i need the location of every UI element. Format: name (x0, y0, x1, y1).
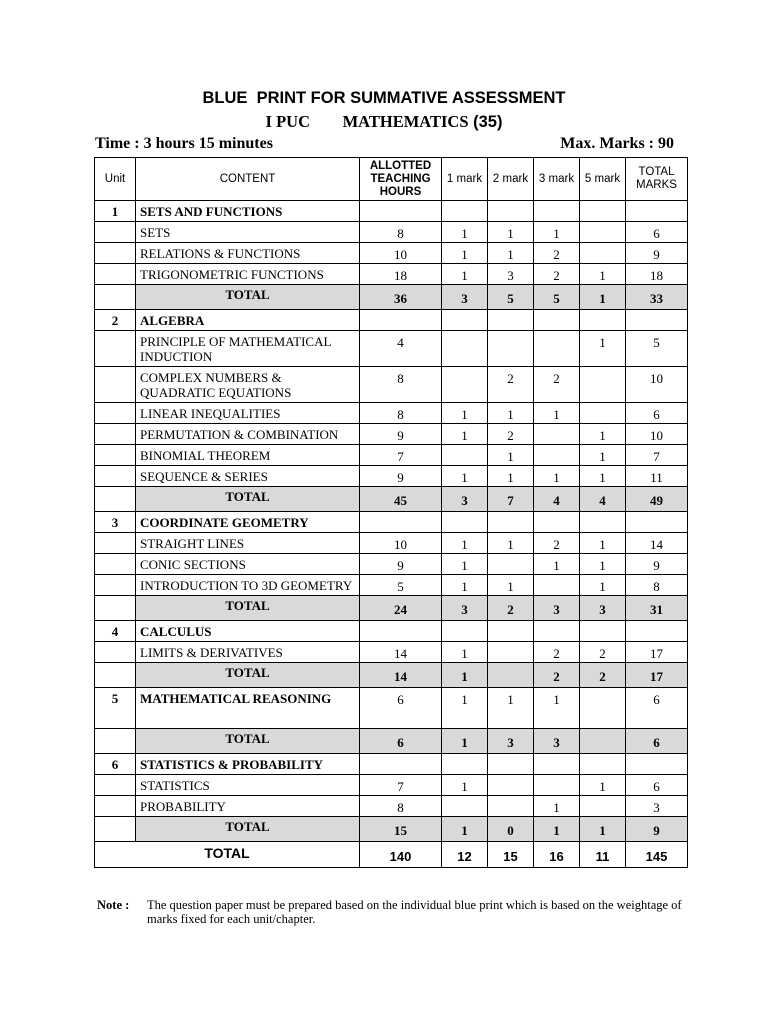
topic-name: PERMUTATION & COMBINATION (136, 424, 360, 445)
unit-total-label: TOTAL (136, 285, 360, 310)
unit-total-5-mark-cell: 3 (580, 596, 626, 621)
unit-number: 6 (95, 754, 136, 775)
empty-cell (488, 621, 534, 642)
topic-1-mark-cell: 1 (442, 775, 488, 796)
unit-total-2-mark-cell: 7 (488, 487, 534, 512)
topic-2-mark-cell (488, 642, 534, 663)
grand-total-row (95, 842, 688, 868)
topic-2-mark-cell: 1 (488, 466, 534, 487)
empty-cell (534, 512, 580, 533)
note-label: Note : (97, 898, 130, 912)
topic-total-marks-cell: 14 (626, 533, 688, 554)
topic-total-marks-cell: 18 (626, 264, 688, 285)
topic-2-mark-cell (488, 554, 534, 575)
header-content: CONTENT (136, 158, 360, 201)
topic-2-mark-cell (488, 775, 534, 796)
topic-3-mark-cell: 2 (534, 533, 580, 554)
topic-3-mark-cell (534, 331, 580, 367)
table-header-row (95, 158, 688, 201)
empty-cell (442, 754, 488, 775)
topic-row (95, 445, 688, 466)
topic-5-mark-cell (580, 367, 626, 403)
topic-3-mark-cell: 2 (534, 264, 580, 285)
empty-cell (95, 466, 136, 487)
topic-5-mark-cell (580, 403, 626, 424)
document-title: BLUE PRINT FOR SUMMATIVE ASSESSMENT (202, 89, 566, 107)
topic-hours-cell: 9 (360, 424, 442, 445)
topic-2-mark-cell: 1 (488, 403, 534, 424)
topic-total-marks-cell: 5 (626, 331, 688, 367)
empty-cell (626, 512, 688, 533)
unit-total-3-mark-cell: 2 (534, 663, 580, 688)
header-unit: Unit (95, 158, 136, 201)
topic-5-mark-cell: 1 (580, 424, 626, 445)
topic-total-marks-cell: 6 (626, 775, 688, 796)
topic-3-mark-cell: 2 (534, 367, 580, 403)
document-subtitle (0, 112, 768, 132)
unit-total-hours-cell: 6 (360, 729, 442, 754)
topic-name: BINOMIAL THEOREM (136, 445, 360, 466)
topic-5-mark-cell: 1 (580, 554, 626, 575)
empty-cell (95, 554, 136, 575)
topic-total-marks-cell: 17 (626, 642, 688, 663)
topic-1-mark-cell: 1 (442, 403, 488, 424)
topic-name: TRIGONOMETRIC FUNCTIONS (136, 264, 360, 285)
topic-5-mark-cell: 1 (580, 533, 626, 554)
empty-cell (488, 310, 534, 331)
exam-duration: Time : 3 hours 15 minutes (95, 135, 273, 152)
unit-total-1-mark-cell: 3 (442, 487, 488, 512)
topic-hours-cell: 7 (360, 775, 442, 796)
empty-cell (95, 796, 136, 817)
unit-total-hours-cell: 36 (360, 285, 442, 310)
topic-total-marks-cell: 9 (626, 554, 688, 575)
unit-total-1-mark-cell: 1 (442, 817, 488, 842)
topic-row (95, 367, 688, 403)
unit-total-5-mark-cell: 1 (580, 285, 626, 310)
unit-total-row (95, 596, 688, 621)
topic-3-mark-cell: 2 (534, 243, 580, 264)
topic-5-mark-cell (580, 796, 626, 817)
topic-1-mark-cell: 1 (442, 264, 488, 285)
topic-total-marks-cell: 9 (626, 243, 688, 264)
unit-1-mark-cell: 1 (442, 688, 488, 729)
unit-total-hours-cell: 24 (360, 596, 442, 621)
empty-cell (580, 754, 626, 775)
empty-cell (442, 512, 488, 533)
empty-cell (95, 331, 136, 367)
topic-total-marks-cell: 10 (626, 424, 688, 445)
topic-row (95, 424, 688, 445)
topic-name: LIMITS & DERIVATIVES (136, 642, 360, 663)
unit-total-total-marks-cell: 31 (626, 596, 688, 621)
topic-row (95, 533, 688, 554)
empty-cell (360, 201, 442, 222)
unit-total-label: TOTAL (136, 487, 360, 512)
topic-row (95, 554, 688, 575)
unit-number: 5 (95, 688, 136, 729)
grand-total-label: TOTAL (95, 842, 360, 868)
unit-total-3-mark-cell: 5 (534, 285, 580, 310)
topic-3-mark-cell (534, 575, 580, 596)
empty-cell (534, 754, 580, 775)
unit-total-1-mark-cell: 1 (442, 663, 488, 688)
empty-cell (95, 642, 136, 663)
topic-hours-cell: 14 (360, 642, 442, 663)
empty-cell (360, 512, 442, 533)
unit-total-hours-cell: 14 (360, 663, 442, 688)
unit-row (95, 688, 688, 729)
empty-cell (95, 775, 136, 796)
unit-total-label: TOTAL (136, 663, 360, 688)
topic-2-mark-cell: 2 (488, 424, 534, 445)
empty-cell (626, 621, 688, 642)
topic-1-mark-cell: 1 (442, 642, 488, 663)
topic-hours-cell: 9 (360, 554, 442, 575)
unit-total-3-mark-cell: 3 (534, 596, 580, 621)
empty-cell (95, 367, 136, 403)
topic-5-mark-cell: 2 (580, 642, 626, 663)
unit-total-5-mark-cell: 2 (580, 663, 626, 688)
topic-3-mark-cell (534, 445, 580, 466)
unit-total-1-mark-cell: 3 (442, 285, 488, 310)
topic-row (95, 796, 688, 817)
topic-1-mark-cell (442, 796, 488, 817)
empty-cell (95, 596, 136, 621)
header-2-mark: 2 mark (488, 158, 534, 201)
empty-cell (360, 310, 442, 331)
unit-row (95, 512, 688, 533)
topic-5-mark-cell: 1 (580, 775, 626, 796)
unit-name: SETS AND FUNCTIONS (136, 201, 360, 222)
unit-total-2-mark-cell: 2 (488, 596, 534, 621)
unit-number: 4 (95, 621, 136, 642)
topic-5-mark-cell: 1 (580, 466, 626, 487)
unit-row (95, 201, 688, 222)
topic-row (95, 642, 688, 663)
empty-cell (488, 201, 534, 222)
unit-total-3-mark-cell: 3 (534, 729, 580, 754)
grand-total-hours-cell: 140 (360, 842, 442, 868)
empty-cell (95, 663, 136, 688)
topic-name: STRAIGHT LINES (136, 533, 360, 554)
topic-row (95, 575, 688, 596)
unit-total-1-mark-cell: 1 (442, 729, 488, 754)
empty-cell (580, 310, 626, 331)
topic-hours-cell: 5 (360, 575, 442, 596)
unit-total-3-mark-cell: 1 (534, 817, 580, 842)
class-label: I PUC (265, 112, 311, 131)
topic-1-mark-cell: 1 (442, 466, 488, 487)
topic-1-mark-cell: 1 (442, 243, 488, 264)
topic-name: PROBABILITY (136, 796, 360, 817)
grand-total-5-mark-cell: 11 (580, 842, 626, 868)
topic-hours-cell: 10 (360, 243, 442, 264)
topic-hours-cell: 10 (360, 533, 442, 554)
unit-2-mark-cell: 1 (488, 688, 534, 729)
topic-1-mark-cell (442, 331, 488, 367)
note-text: The question paper must be prepared based on the individual blue print which is based on the weightage of marks fixed for each unit/chapter. (147, 898, 682, 926)
unit-total-marks-cell: 6 (626, 688, 688, 729)
topic-total-marks-cell: 8 (626, 575, 688, 596)
topic-1-mark-cell: 1 (442, 424, 488, 445)
unit-total-total-marks-cell: 17 (626, 663, 688, 688)
empty-cell (360, 621, 442, 642)
unit-total-hours-cell: 15 (360, 817, 442, 842)
unit-total-1-mark-cell: 3 (442, 596, 488, 621)
unit-total-hours-cell: 45 (360, 487, 442, 512)
unit-total-5-mark-cell: 1 (580, 817, 626, 842)
topic-2-mark-cell: 1 (488, 445, 534, 466)
topic-2-mark-cell: 1 (488, 575, 534, 596)
topic-hours-cell: 4 (360, 331, 442, 367)
empty-cell (488, 754, 534, 775)
topic-name: SEQUENCE & SERIES (136, 466, 360, 487)
unit-total-2-mark-cell: 5 (488, 285, 534, 310)
header-hours: ALLOTTED TEACHING HOURS (360, 158, 442, 201)
empty-cell (95, 285, 136, 310)
max-marks: Max. Marks : 90 (560, 135, 674, 152)
topic-hours-cell: 18 (360, 264, 442, 285)
topic-5-mark-cell: 1 (580, 331, 626, 367)
topic-5-mark-cell (580, 222, 626, 243)
subject-code: (35) (473, 113, 503, 131)
topic-1-mark-cell: 1 (442, 554, 488, 575)
empty-cell (95, 264, 136, 285)
topic-3-mark-cell: 2 (534, 642, 580, 663)
unit-total-row (95, 729, 688, 754)
grand-total-1-mark-cell: 12 (442, 842, 488, 868)
empty-cell (95, 817, 136, 842)
empty-cell (534, 621, 580, 642)
topic-hours-cell: 7 (360, 445, 442, 466)
empty-cell (95, 445, 136, 466)
unit-number: 3 (95, 512, 136, 533)
empty-cell (95, 729, 136, 754)
unit-total-total-marks-cell: 49 (626, 487, 688, 512)
topic-2-mark-cell: 1 (488, 533, 534, 554)
topic-3-mark-cell: 1 (534, 796, 580, 817)
topic-row (95, 466, 688, 487)
unit-total-row (95, 663, 688, 688)
empty-cell (442, 310, 488, 331)
grand-total-2-mark-cell: 15 (488, 842, 534, 868)
topic-name: CONIC SECTIONS (136, 554, 360, 575)
topic-5-mark-cell (580, 243, 626, 264)
unit-3-mark-cell: 1 (534, 688, 580, 729)
blueprint-table (94, 157, 688, 868)
empty-cell (442, 621, 488, 642)
header-1-mark: 1 mark (442, 158, 488, 201)
empty-cell (95, 243, 136, 264)
empty-cell (626, 310, 688, 331)
grand-total-total-marks-cell: 145 (626, 842, 688, 868)
unit-total-row (95, 285, 688, 310)
topic-hours-cell: 9 (360, 466, 442, 487)
topic-total-marks-cell: 6 (626, 222, 688, 243)
unit-name: MATHEMATICAL REASONING (136, 688, 360, 729)
unit-total-row (95, 817, 688, 842)
topic-total-marks-cell: 10 (626, 367, 688, 403)
empty-cell (580, 201, 626, 222)
unit-row (95, 310, 688, 331)
unit-row (95, 621, 688, 642)
topic-name: COMPLEX NUMBERS & QUADRATIC EQUATIONS (136, 367, 360, 403)
topic-total-marks-cell: 6 (626, 403, 688, 424)
topic-name: SETS (136, 222, 360, 243)
topic-1-mark-cell (442, 367, 488, 403)
empty-cell (626, 201, 688, 222)
topic-row (95, 775, 688, 796)
topic-2-mark-cell (488, 331, 534, 367)
unit-row (95, 754, 688, 775)
topic-3-mark-cell (534, 775, 580, 796)
topic-row (95, 403, 688, 424)
empty-cell (95, 424, 136, 445)
topic-1-mark-cell (442, 445, 488, 466)
unit-total-label: TOTAL (136, 596, 360, 621)
empty-cell (95, 222, 136, 243)
topic-3-mark-cell (534, 424, 580, 445)
topic-2-mark-cell: 1 (488, 243, 534, 264)
empty-cell (580, 512, 626, 533)
unit-total-5-mark-cell: 4 (580, 487, 626, 512)
empty-cell (95, 533, 136, 554)
topic-hours-cell: 8 (360, 403, 442, 424)
topic-2-mark-cell: 1 (488, 222, 534, 243)
unit-total-total-marks-cell: 33 (626, 285, 688, 310)
empty-cell (488, 512, 534, 533)
subject-name: MATHEMATICS (342, 112, 469, 131)
topic-name: LINEAR INEQUALITIES (136, 403, 360, 424)
topic-total-marks-cell: 7 (626, 445, 688, 466)
empty-cell (534, 310, 580, 331)
empty-cell (580, 621, 626, 642)
topic-2-mark-cell (488, 796, 534, 817)
unit-total-row (95, 487, 688, 512)
topic-1-mark-cell: 1 (442, 575, 488, 596)
unit-5-mark-cell (580, 688, 626, 729)
unit-name: STATISTICS & PROBABILITY (136, 754, 360, 775)
unit-total-total-marks-cell: 6 (626, 729, 688, 754)
topic-1-mark-cell: 1 (442, 533, 488, 554)
unit-total-2-mark-cell: 0 (488, 817, 534, 842)
topic-3-mark-cell: 1 (534, 466, 580, 487)
topic-name: RELATIONS & FUNCTIONS (136, 243, 360, 264)
topic-5-mark-cell: 1 (580, 264, 626, 285)
header-5-mark: 5 mark (580, 158, 626, 201)
topic-row (95, 264, 688, 285)
topic-hours-cell: 8 (360, 367, 442, 403)
empty-cell (626, 754, 688, 775)
topic-total-marks-cell: 3 (626, 796, 688, 817)
topic-total-marks-cell: 11 (626, 466, 688, 487)
unit-total-total-marks-cell: 9 (626, 817, 688, 842)
unit-total-2-mark-cell (488, 663, 534, 688)
unit-number: 1 (95, 201, 136, 222)
topic-5-mark-cell: 1 (580, 575, 626, 596)
empty-cell (534, 201, 580, 222)
topic-2-mark-cell: 2 (488, 367, 534, 403)
empty-cell (442, 201, 488, 222)
grand-total-3-mark-cell: 16 (534, 842, 580, 868)
topic-row (95, 243, 688, 264)
unit-name: ALGEBRA (136, 310, 360, 331)
unit-total-5-mark-cell (580, 729, 626, 754)
topic-name: PRINCIPLE OF MATHEMATICAL INDUCTION (136, 331, 360, 367)
unit-hours-cell: 6 (360, 688, 442, 729)
header-3-mark: 3 mark (534, 158, 580, 201)
topic-hours-cell: 8 (360, 796, 442, 817)
topic-3-mark-cell: 1 (534, 554, 580, 575)
unit-total-label: TOTAL (136, 729, 360, 754)
unit-name: CALCULUS (136, 621, 360, 642)
empty-cell (360, 754, 442, 775)
topic-row (95, 331, 688, 367)
empty-cell (95, 403, 136, 424)
unit-name: COORDINATE GEOMETRY (136, 512, 360, 533)
topic-row (95, 222, 688, 243)
unit-total-label: TOTAL (136, 817, 360, 842)
topic-3-mark-cell: 1 (534, 222, 580, 243)
empty-cell (95, 575, 136, 596)
topic-name: STATISTICS (136, 775, 360, 796)
topic-2-mark-cell: 3 (488, 264, 534, 285)
topic-name: INTRODUCTION TO 3D GEOMETRY (136, 575, 360, 596)
header-total-marks: TOTAL MARKS (626, 158, 688, 201)
empty-cell (95, 487, 136, 512)
topic-3-mark-cell: 1 (534, 403, 580, 424)
unit-total-2-mark-cell: 3 (488, 729, 534, 754)
unit-total-3-mark-cell: 4 (534, 487, 580, 512)
topic-hours-cell: 8 (360, 222, 442, 243)
topic-1-mark-cell: 1 (442, 222, 488, 243)
topic-5-mark-cell: 1 (580, 445, 626, 466)
unit-number: 2 (95, 310, 136, 331)
